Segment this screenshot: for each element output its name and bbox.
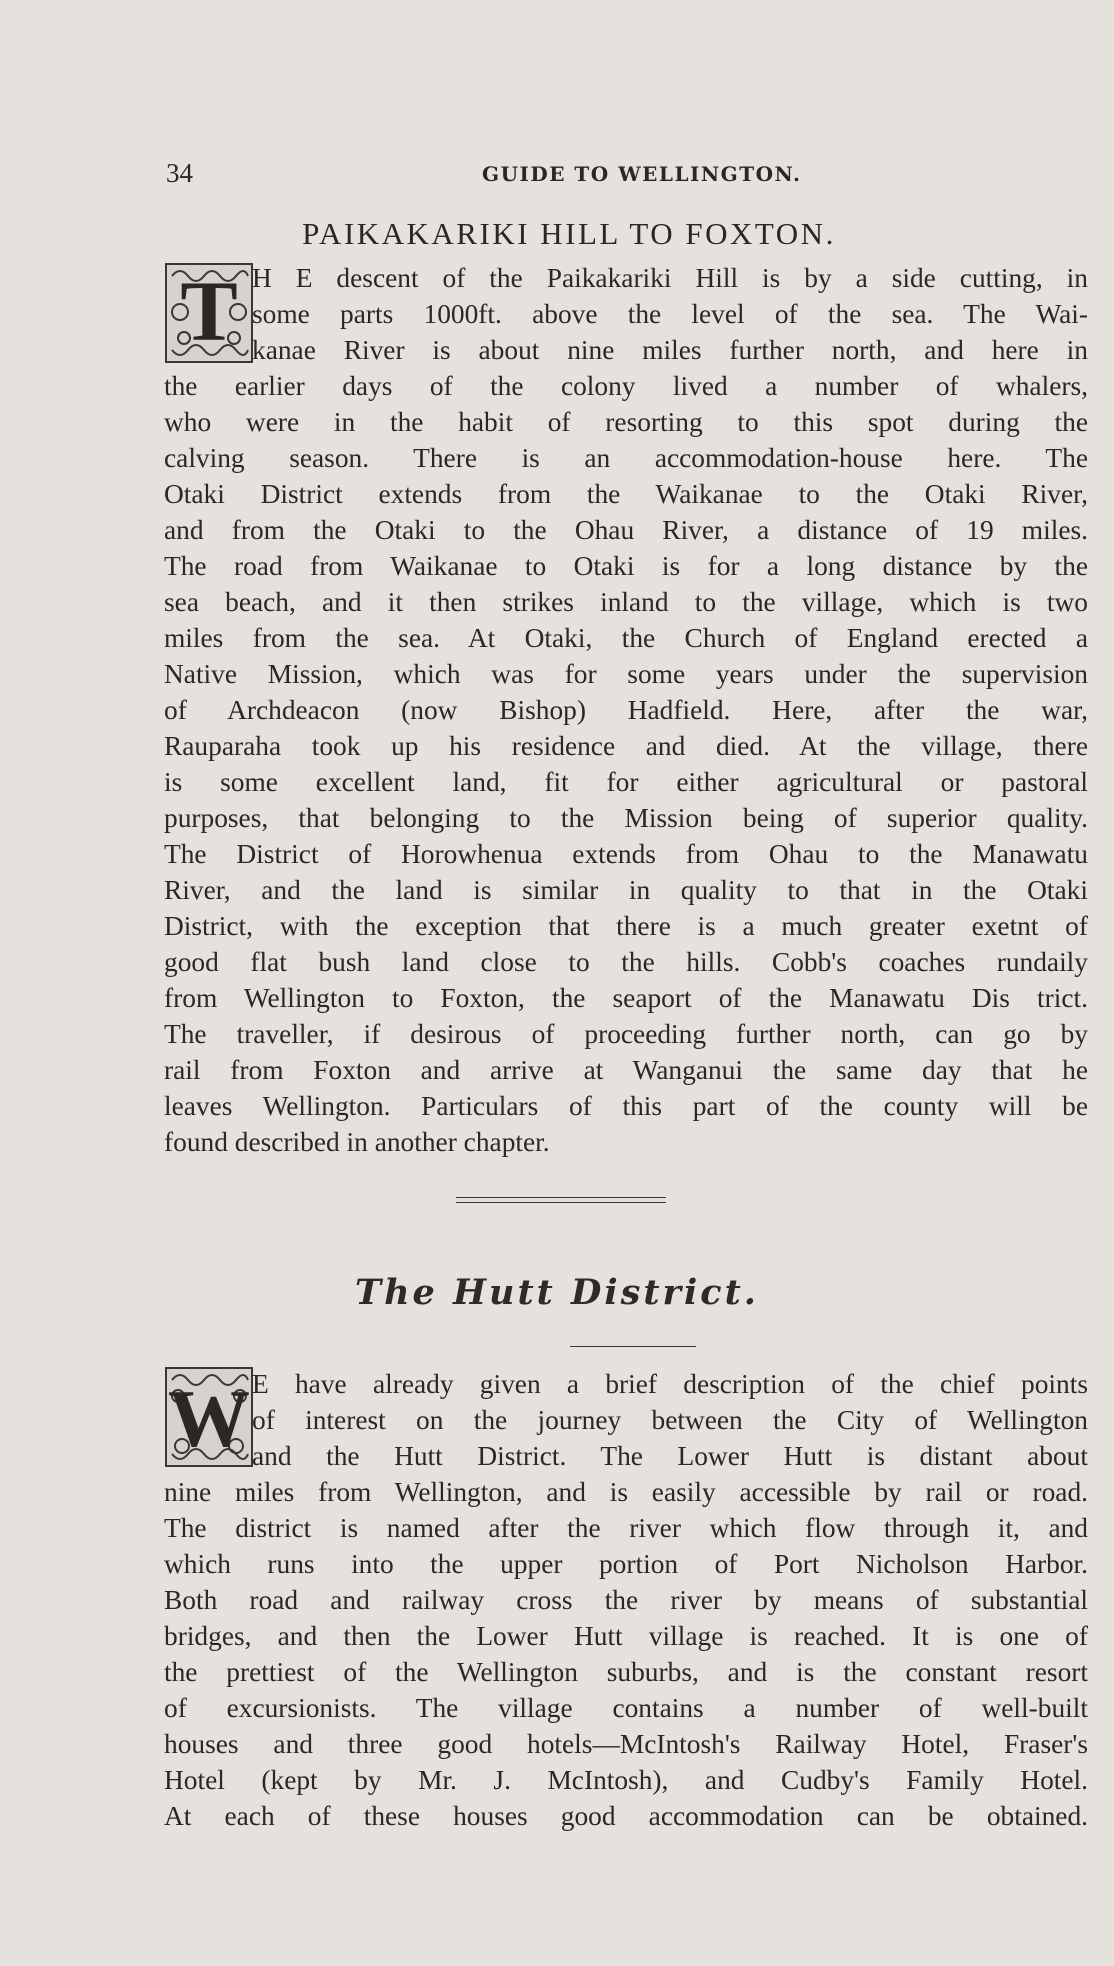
text-line: good flat bush land close to the hills. Cobb's coaches rundaily — [164, 947, 1088, 977]
text-line: miles from the sea. At Otaki, the Church of England erected a — [164, 623, 1088, 653]
text-line: calving season. There is an accommodation-house here. The — [164, 443, 1088, 473]
text-line: which runs into the upper portion of Port Nicholson Harbor. — [164, 1549, 1088, 1579]
text-line: District, with the exception that there is a much greater exetnt of — [164, 911, 1088, 941]
text-line: leaves Wellington. Particulars of this part of the county will be — [164, 1091, 1088, 1121]
text-line: found described in another chapter. — [164, 1127, 550, 1157]
text-line: Rauparaha took up his residence and died. At the village, there — [164, 731, 1088, 761]
text-line: of interest on the journey between the City of Wellington — [252, 1405, 1088, 1435]
text-line: and the Hutt District. The Lower Hutt is distant about — [252, 1441, 1088, 1471]
page-number: 34 — [166, 158, 193, 188]
text-line: Hotel (kept by Mr. J. McIntosh), and Cudby's Family Hotel. — [164, 1765, 1088, 1795]
text-line: houses and three good hotels—McIntosh's Railway Hotel, Fraser's — [164, 1729, 1088, 1759]
section-title-hutt: The Hutt District. — [355, 1272, 759, 1313]
text-line: nine miles from Wellington, and is easily accessible by rail or road. — [164, 1477, 1088, 1507]
text-line: River, and the land is similar in quality to that in the Otaki — [164, 875, 1088, 905]
text-line: At each of these houses good accommodation can be obtained. — [164, 1801, 1088, 1831]
text-line: some parts 1000ft. above the level of the sea. The Wai- — [252, 299, 1088, 329]
svg-text:W: W — [168, 1373, 250, 1464]
text-line: Both road and railway cross the river by means of substantial — [164, 1585, 1088, 1615]
text-line: rail from Foxton and arrive at Wanganui the same day that he — [164, 1055, 1088, 1085]
section-title-paikakariki: PAIKAKARIKI HILL TO FOXTON. — [302, 216, 836, 251]
section-divider — [456, 1197, 666, 1205]
title-underline — [570, 1346, 696, 1347]
running-head — [166, 158, 1086, 198]
text-line: and from the Otaki to the Ohau River, a distance of 19 miles. — [164, 515, 1088, 545]
text-line: purposes, that belonging to the Mission being of superior quality. — [164, 803, 1088, 833]
paikakariki-text — [164, 260, 1088, 1160]
text-line: of Archdeacon (now Bishop) Hadfield. Here, after the war, — [164, 695, 1088, 725]
text-line: Native Mission, which was for some years under the supervision — [164, 659, 1088, 689]
text-line: H E descent of the Paikakariki Hill is by a side cutting, in — [252, 263, 1088, 293]
svg-text:T: T — [180, 263, 238, 359]
text-line: The District of Horowhenua extends from Ohau to the Manawatu — [164, 839, 1088, 869]
text-line: sea beach, and it then strikes inland to the village, which is two — [164, 587, 1088, 617]
text-line: The district is named after the river which flow through it, and — [164, 1513, 1088, 1543]
text-line: who were in the habit of resorting to this spot during the — [164, 407, 1088, 437]
text-line: bridges, and then the Lower Hutt village is reached. It is one of — [164, 1621, 1088, 1651]
text-line: of excursionists. The village contains a number of well-built — [164, 1693, 1088, 1723]
text-line: is some excellent land, fit for either agricultural or pastoral — [164, 767, 1088, 797]
text-line: the earlier days of the colony lived a number of whalers, — [164, 371, 1088, 401]
text-line: the prettiest of the Wellington suburbs, and is the constant resort — [164, 1657, 1088, 1687]
text-line: from Wellington to Foxton, the seaport of the Manawatu Dis trict. — [164, 983, 1088, 1013]
text-line: Otaki District extends from the Waikanae to the Otaki River, — [164, 479, 1088, 509]
text-line: E have already given a brief description of the chief points — [252, 1369, 1088, 1399]
text-line: The road from Waikanae to Otaki is for a long distance by the — [164, 551, 1088, 581]
hutt-text — [164, 1366, 1088, 1834]
text-line: The traveller, if desirous of proceeding further north, can go by — [164, 1019, 1088, 1049]
running-title: GUIDE TO WELLINGTON. — [482, 162, 802, 186]
text-line: kanae River is about nine miles further north, and here in — [252, 335, 1088, 365]
